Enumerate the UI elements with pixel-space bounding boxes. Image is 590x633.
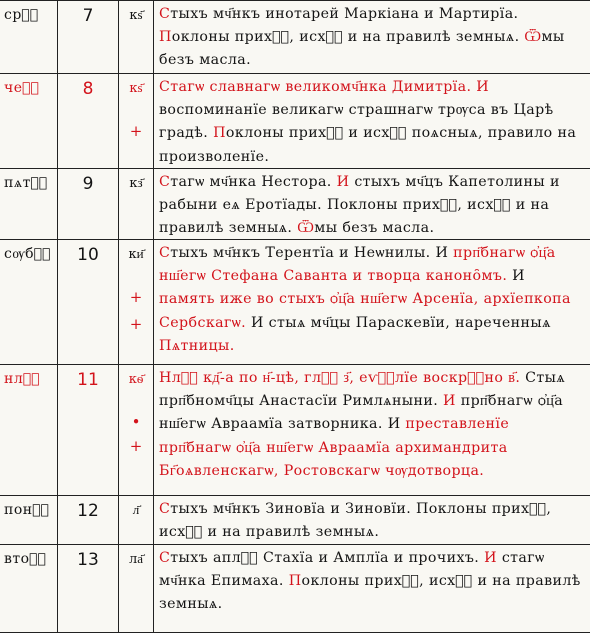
rubric-text: И	[471, 79, 490, 95]
rubric-text: преставленїе прп҃бнагѡ ѻ҆ц҃а нш҃егѡ Авраамїа архимандрита Бг҃оѧвленскагѡ, Ростовскагѡ чѹдотворца.	[159, 416, 510, 479]
date-number: 8	[82, 79, 94, 99]
column-divider	[118, 1, 119, 74]
weekday-abbrev: втоⷬ҇	[4, 551, 47, 567]
column-divider	[57, 169, 58, 240]
rubric-text: Ѿ	[524, 29, 542, 46]
church-slavonic-numeral: кѕ҃	[129, 81, 143, 96]
calendar-row	[0, 495, 590, 545]
church-slavonic-numeral: ки҃	[128, 247, 144, 262]
column-divider	[57, 1, 58, 74]
column-divider	[153, 1, 154, 74]
body-text: стыхъ мч҃цъ Капетолины и рабыни еѧ Еротїады. Поклоны прихⷪ҇, исхⷪ҇ и на правилѣ земныѧ.	[159, 174, 560, 237]
calendar-row	[0, 0, 590, 74]
church-slavonic-numeral: кѳ҃	[128, 372, 144, 387]
date-number: 9	[82, 174, 94, 194]
column-divider	[153, 365, 154, 496]
rubric-text: С	[159, 79, 171, 95]
column-divider	[57, 365, 58, 496]
body-text: тыхъ мч҃нкъ Зиновїа и Зиновїи. Поклоны прихⷪ҇, исхⷪ҇ и на правилѣ земныѧ.	[159, 501, 552, 541]
body-text: И стыѧ мч҃цы Параскевїи, нареченныѧ	[246, 314, 551, 331]
feast-cross-icon: +	[129, 122, 143, 140]
column-divider	[118, 365, 119, 496]
body-text: тыхъ мч҃нкъ инотарей Маркіана и Мартирїа.	[170, 6, 519, 22]
column-divider	[118, 169, 119, 240]
commemoration-text	[159, 171, 584, 241]
body-text: воспоминанїе великагѡ страшнагѡ трѹса въ Царѣ градѣ.	[159, 102, 554, 142]
rubric-text: память иже во стыхъ ѻ҆ц҃а нш҃егѡ Арсенїа, архїепкопа Сербскагѡ.	[159, 291, 571, 331]
weekday-abbrev: срⷣ҇	[4, 7, 39, 23]
rubric-text: И	[443, 393, 456, 410]
feast-cross-icon: +	[129, 315, 143, 333]
rubric-text: С	[159, 6, 171, 22]
weekday-abbrev: понⷣ҇	[4, 502, 50, 518]
body-text: прп҃бнагѡ ѻ҆ц҃а нш҃егѡ Авраамїа затворника. И	[159, 393, 564, 433]
weekday-abbrev: сѹбⷪ҇	[4, 246, 51, 262]
rubric-text: П	[213, 125, 226, 142]
rubric-text: С	[159, 501, 171, 517]
body-text: оклоны прихⷪ҇, исхⷪ҇ и на правилѣ земныѧ.	[159, 573, 581, 613]
commemoration-text	[159, 3, 584, 73]
body-text: тыхъ аплⷭ҇ Стахїа и Амплїа и прочихъ.	[170, 550, 485, 566]
rubric-text: тагѡ славнагѡ великомч҃нка Димитрїа.	[170, 79, 472, 95]
rubric-text: И	[484, 550, 497, 566]
weekday-abbrev: чеⷮ҇	[4, 80, 40, 96]
rubric-text: П	[159, 29, 172, 46]
column-divider	[153, 169, 154, 240]
weekday-abbrev: нлⷣ҇	[4, 371, 41, 387]
commemoration-text	[159, 547, 584, 617]
date-number: 11	[77, 370, 99, 390]
church-slavonic-numeral: кѕ҃	[129, 8, 143, 23]
church-slavonic-numeral: л҃	[132, 503, 140, 518]
column-divider	[57, 240, 58, 365]
feast-dot-icon: •	[131, 413, 141, 431]
body-text: стагѡ мч҃нка Епимаха.	[159, 550, 545, 590]
commemoration-text	[159, 76, 584, 169]
body-text: мы безъ масла.	[314, 220, 435, 237]
rubric-text: Пѧтницы.	[159, 337, 235, 354]
calendar-row	[0, 364, 590, 496]
body-text: тыхъ мч҃нкъ Терентїа и Неѡнилы. И	[170, 245, 454, 261]
commemoration-text	[159, 498, 584, 544]
body-text: И	[507, 268, 525, 285]
column-divider	[118, 74, 119, 169]
commemoration-text	[159, 242, 584, 358]
rubric-text: С	[159, 174, 171, 190]
column-divider	[118, 240, 119, 365]
body-text: оклоны прихⷪ҇, исхⷪ҇ и на правилѣ земныѧ.	[171, 29, 525, 46]
date-number: 12	[77, 501, 99, 521]
commemoration-text	[159, 367, 584, 483]
calendar-row	[0, 239, 590, 365]
body-text: мы безъ масла.	[159, 29, 565, 69]
date-number: 13	[77, 550, 99, 570]
weekday-abbrev: пѧтⷪ҇	[4, 175, 48, 191]
column-divider	[153, 545, 154, 632]
column-divider	[153, 496, 154, 545]
body-text: оклоны прихⷪ҇ и исхⷪ҇ поѧсныѧ, правило на произволенїе.	[159, 125, 577, 165]
church-slavonic-numeral: ла҃	[128, 552, 144, 567]
calendar-row	[0, 73, 590, 169]
feast-cross-icon: +	[129, 288, 143, 306]
rubric-text: прп҃бнагѡ ѻ҆ц҃а нш҃егѡ Стефана Саванта и творца каноно̑мъ.	[159, 245, 556, 285]
rubric-text: Нлⷣ҇ кд҃-а по н҃-цѣ, глⷭ҇ з҃, еѵⷢ҇лїе воскрⷭ҇но в҃.	[159, 370, 521, 386]
calendar-row	[0, 168, 590, 240]
column-divider	[153, 240, 154, 365]
column-divider	[57, 496, 58, 545]
date-number: 7	[82, 6, 94, 26]
rubric-text: П	[288, 573, 302, 590]
calendar-row	[0, 544, 590, 633]
rubric-text: С	[159, 245, 171, 261]
column-divider	[118, 496, 119, 545]
rubric-text: Ѿ	[297, 220, 315, 237]
date-number: 10	[77, 245, 99, 265]
column-divider	[118, 545, 119, 632]
church-slavonic-numeral: кз҃	[129, 176, 143, 191]
body-text: тагѡ мч҃нка Нестора.	[170, 174, 337, 190]
column-divider	[153, 74, 154, 169]
column-divider	[57, 545, 58, 632]
rubric-text: И	[336, 174, 350, 190]
rubric-text: С	[159, 550, 171, 566]
body-text: Стыѧ прп҃бномч҃цы Анастасїи Римлѧныни.	[159, 370, 566, 410]
feast-cross-icon: +	[129, 437, 143, 455]
column-divider	[57, 74, 58, 169]
